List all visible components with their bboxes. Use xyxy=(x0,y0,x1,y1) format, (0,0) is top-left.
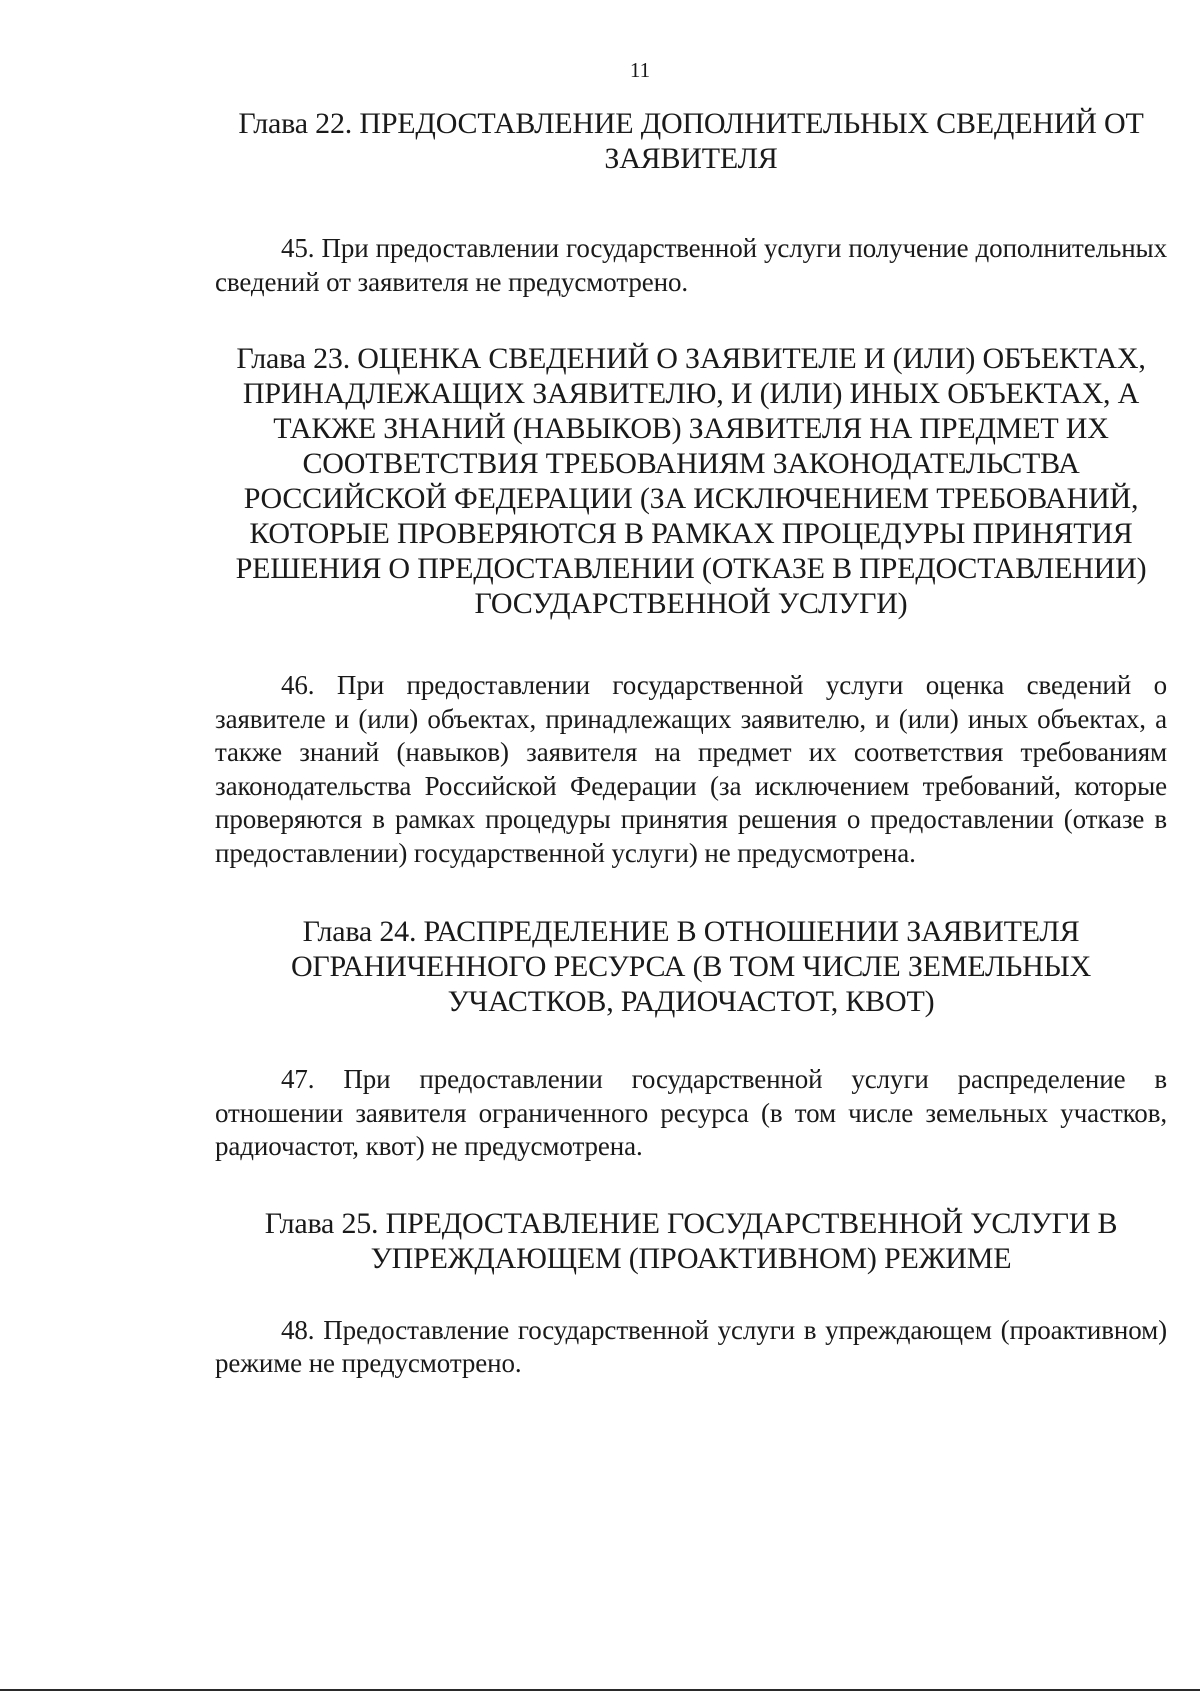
page-bottom-rule xyxy=(0,1689,1200,1691)
chapter-25-heading: Глава 25. ПРЕДОСТАВЛЕНИЕ ГОСУДАРСТВЕННОЙ УСЛУГИ В УПРЕЖДАЮЩЕМ (ПРОАКТИВНОМ) РЕЖИМЕ xyxy=(264,1206,1118,1275)
paragraph-45: 45. При предоставлении государственной услуги получение дополнительных сведений от заявителя не предусмотрено. xyxy=(215,233,1167,297)
paragraph-47: 47. При предоставлении государственной услуги распределение в отношении заявителя ограниченного ресурса (в том числе земельных участков, радиочастот, квот) не предусмотрена. xyxy=(215,1064,1167,1161)
chapter-22-heading: Глава 22. ПРЕДОСТАВЛЕНИЕ ДОПОЛНИТЕЛЬНЫХ СВЕДЕНИЙ ОТ ЗАЯВИТЕЛЯ xyxy=(238,107,1144,175)
page-number: 11 xyxy=(629,58,651,82)
chapter-24-heading: Глава 24. РАСПРЕДЕЛЕНИЕ В ОТНОШЕНИИ ЗАЯВИТЕЛЯ ОГРАНИЧЕННОГО РЕСУРСА (В ТОМ ЧИСЛЕ ЗЕМЕЛЬНЫХ УЧАСТКОВ, РАДИОЧАСТОТ, КВОТ) xyxy=(290,915,1092,1018)
paragraph-46: 46. При предоставлении государственной услуги оценка сведений о заявителе и (или) объектах, принадлежащих заявителю, и (или) иных объектах, а также знаний (навыков) заявителя на предмет их соответствия требованиям законодательства Российской Федерации (за исключением требований, которые проверяются в рамках процедуры принятия решения о предоставлении (отказе в предоставлении) государственной услуги) не предусмотрена. xyxy=(215,670,1167,868)
document-body xyxy=(215,106,1167,1381)
chapter-23-heading: Глава 23. ОЦЕНКА СВЕДЕНИЙ О ЗАЯВИТЕЛЕ И (ИЛИ) ОБЪЕКТАХ, ПРИНАДЛЕЖАЩИХ ЗАЯВИТЕЛЮ, И (ИЛИ) ИНЫХ ОБЪЕКТАХ, А ТАКЖЕ ЗНАНИЙ (НАВЫКОВ) ЗАЯВИТЕЛЯ НА ПРЕДМЕТ ИХ СООТВЕТСТВИЯ ТРЕБОВАНИЯМ ЗАКОНОДАТЕЛЬСТВА РОССИЙСКОЙ ФЕДЕРАЦИИ (ЗА ИСКЛЮЧЕНИЕМ ТРЕБОВАНИЙ, КОТОРЫЕ ПРОВЕРЯЮТСЯ В РАМКАХ ПРОЦЕДУРЫ ПРИНЯТИЯ РЕШЕНИЯ О ПРЕДОСТАВЛЕНИИ (ОТКАЗЕ В ПРЕДОСТАВЛЕНИИ) ГОСУДАРСТВЕННОЙ УСЛУГИ) xyxy=(235,342,1147,620)
paragraph-48: 48. Предоставление государственной услуги в упреждающем (проактивном) режиме не предусмотрено. xyxy=(215,1314,1167,1378)
